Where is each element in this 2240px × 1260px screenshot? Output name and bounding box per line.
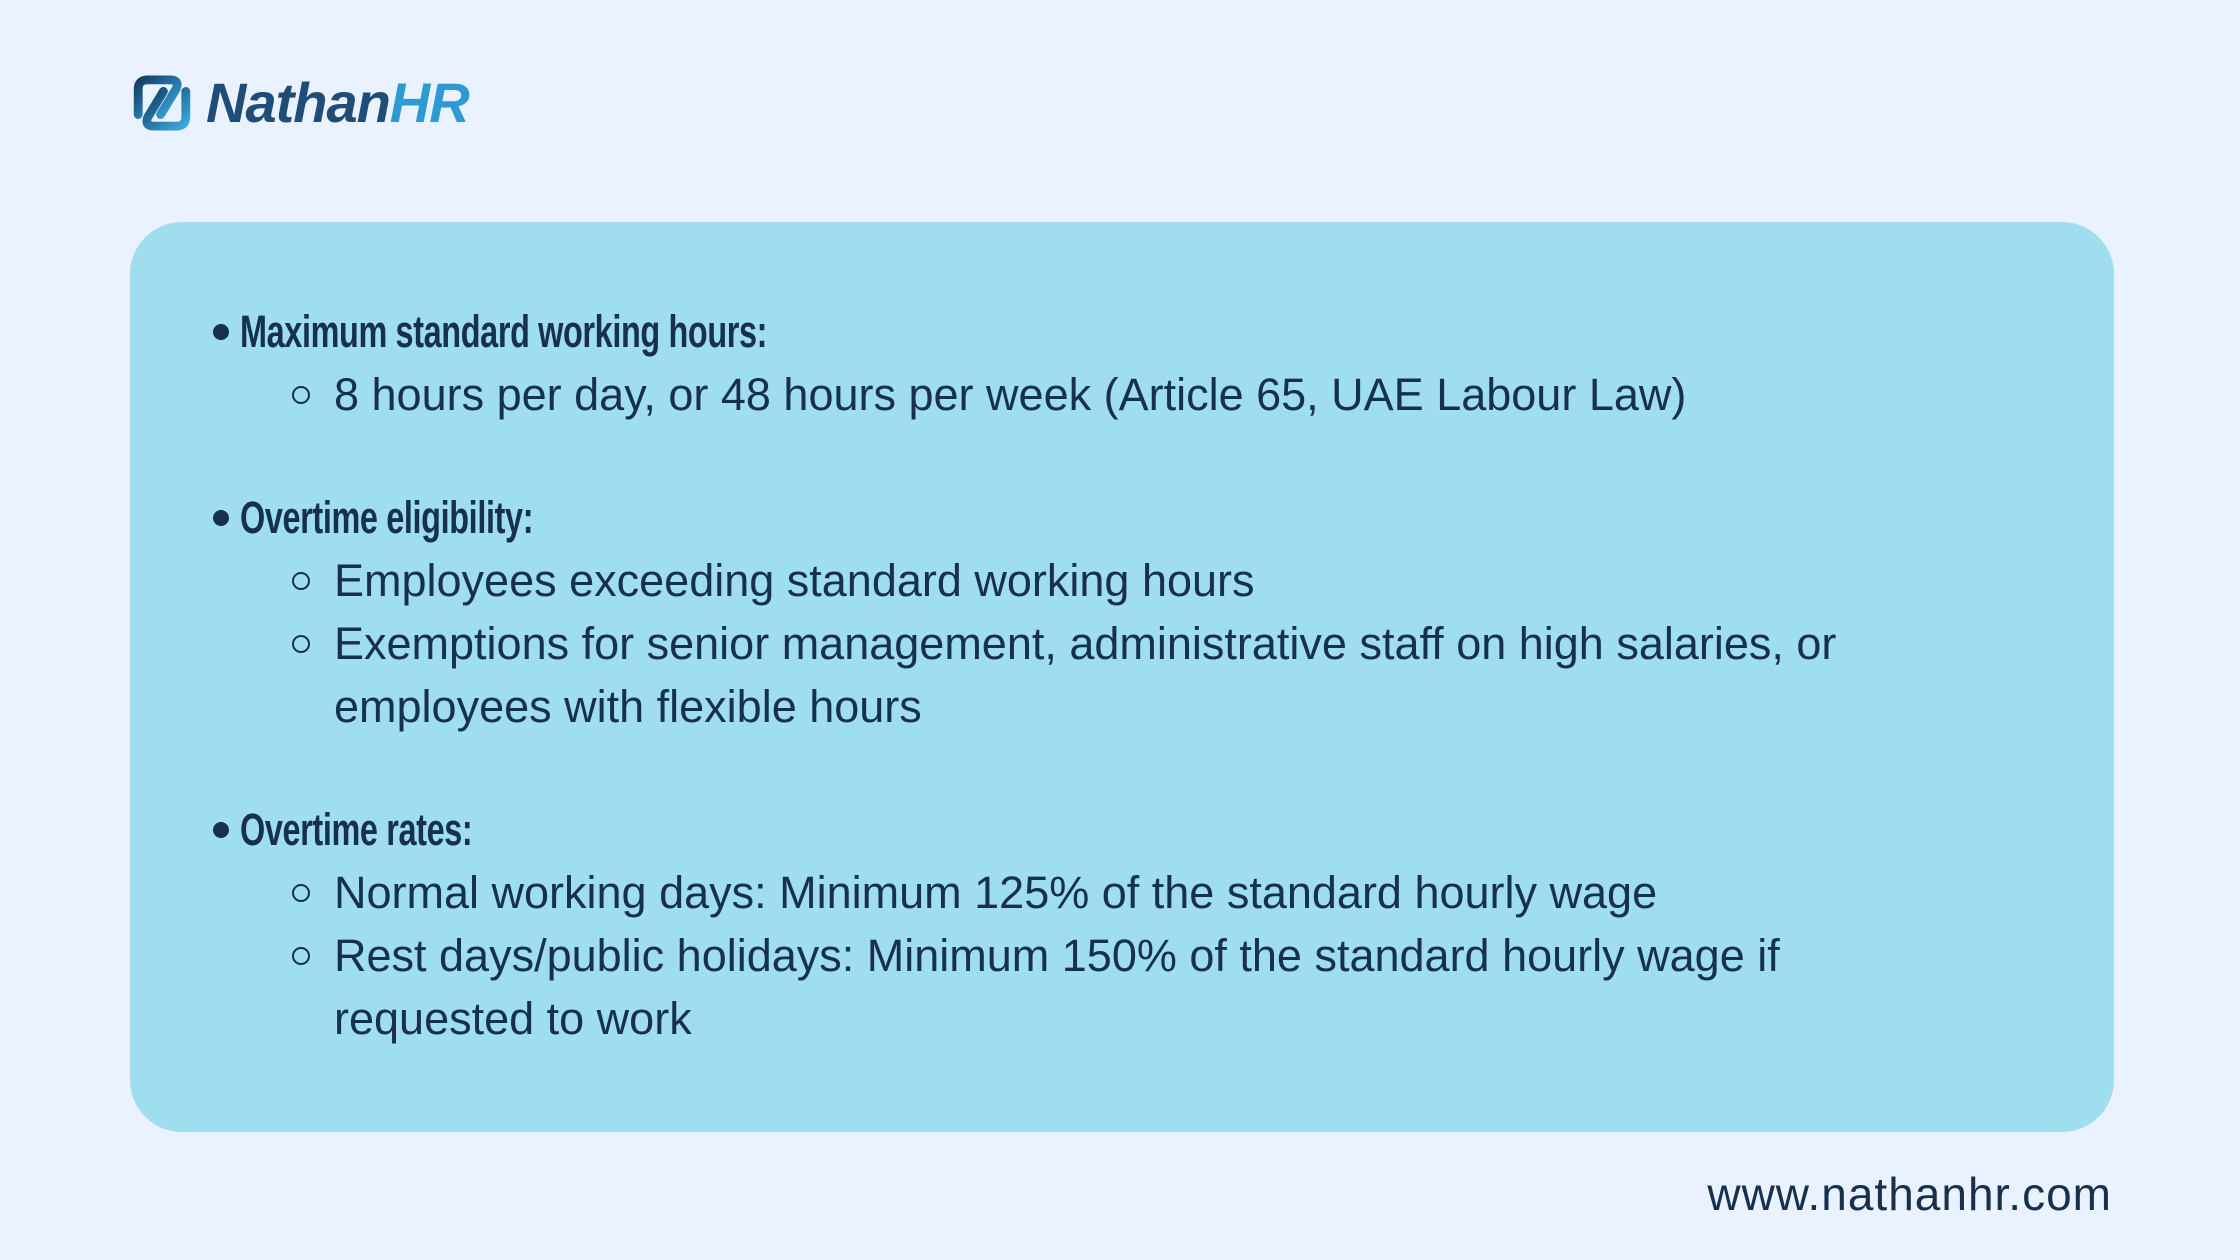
sub-bullet-text	[334, 861, 1657, 924]
logo-text-nathan: Nathan	[206, 71, 390, 134]
bullet-dot-icon	[213, 510, 229, 526]
sub-bullet-line: employees with flexible hours	[334, 681, 922, 732]
nathanhr-logo-icon	[128, 72, 196, 134]
sub-bullet-row	[292, 924, 2054, 1050]
sub-bullet-row	[292, 549, 2054, 612]
bullet-label: Overtime rates:	[240, 804, 473, 855]
bullet-item	[213, 798, 2054, 1050]
sub-bullet-line: Normal working days: Minimum 125% of the standard hourly wage	[334, 867, 1658, 918]
nathanhr-logo-text	[206, 72, 469, 134]
logo-text-hr: HR	[389, 71, 469, 134]
bullet-row	[213, 486, 2054, 549]
sub-bullet-text	[334, 924, 1780, 1050]
bullet-dot-icon	[213, 822, 229, 838]
sub-bullet-text	[334, 549, 1255, 612]
sub-bullet-circle-icon	[292, 947, 310, 965]
website-url: www.nathanhr.com	[1707, 1168, 2112, 1220]
sub-bullet-row	[292, 363, 2054, 426]
nathanhr-logo	[128, 72, 469, 134]
sub-bullet-line: Employees exceeding standard working hours	[334, 555, 1255, 606]
sub-bullet-line: Exemptions for senior management, administrative staff on high salaries, or	[334, 618, 1837, 669]
sub-bullet-row	[292, 861, 2054, 924]
sub-bullet-circle-icon	[292, 635, 310, 653]
bullet-item	[213, 486, 2054, 738]
sub-bullet-text	[334, 363, 1686, 426]
sub-bullet-circle-icon	[292, 884, 310, 902]
bullet-item	[213, 300, 2054, 426]
bullet-dot-icon	[213, 324, 229, 340]
sub-bullet-text	[334, 612, 1836, 738]
working-hours-list	[213, 300, 2054, 1050]
bullet-label: Maximum standard working hours:	[240, 306, 768, 357]
sub-bullet-circle-icon	[292, 386, 310, 404]
bullet-row	[213, 798, 2054, 861]
sub-bullet-circle-icon	[292, 572, 310, 590]
bullet-label: Overtime eligibility:	[240, 492, 534, 543]
sub-bullet-line: requested to work	[334, 993, 692, 1044]
sub-bullet-line: Rest days/public holidays: Minimum 150% of the standard hourly wage if	[334, 930, 1780, 981]
sub-bullet-row	[292, 612, 2054, 738]
bullet-row	[213, 300, 2054, 363]
sub-bullet-line: 8 hours per day, or 48 hours per week (Article 65, UAE Labour Law)	[334, 369, 1687, 420]
info-card	[130, 222, 2114, 1132]
